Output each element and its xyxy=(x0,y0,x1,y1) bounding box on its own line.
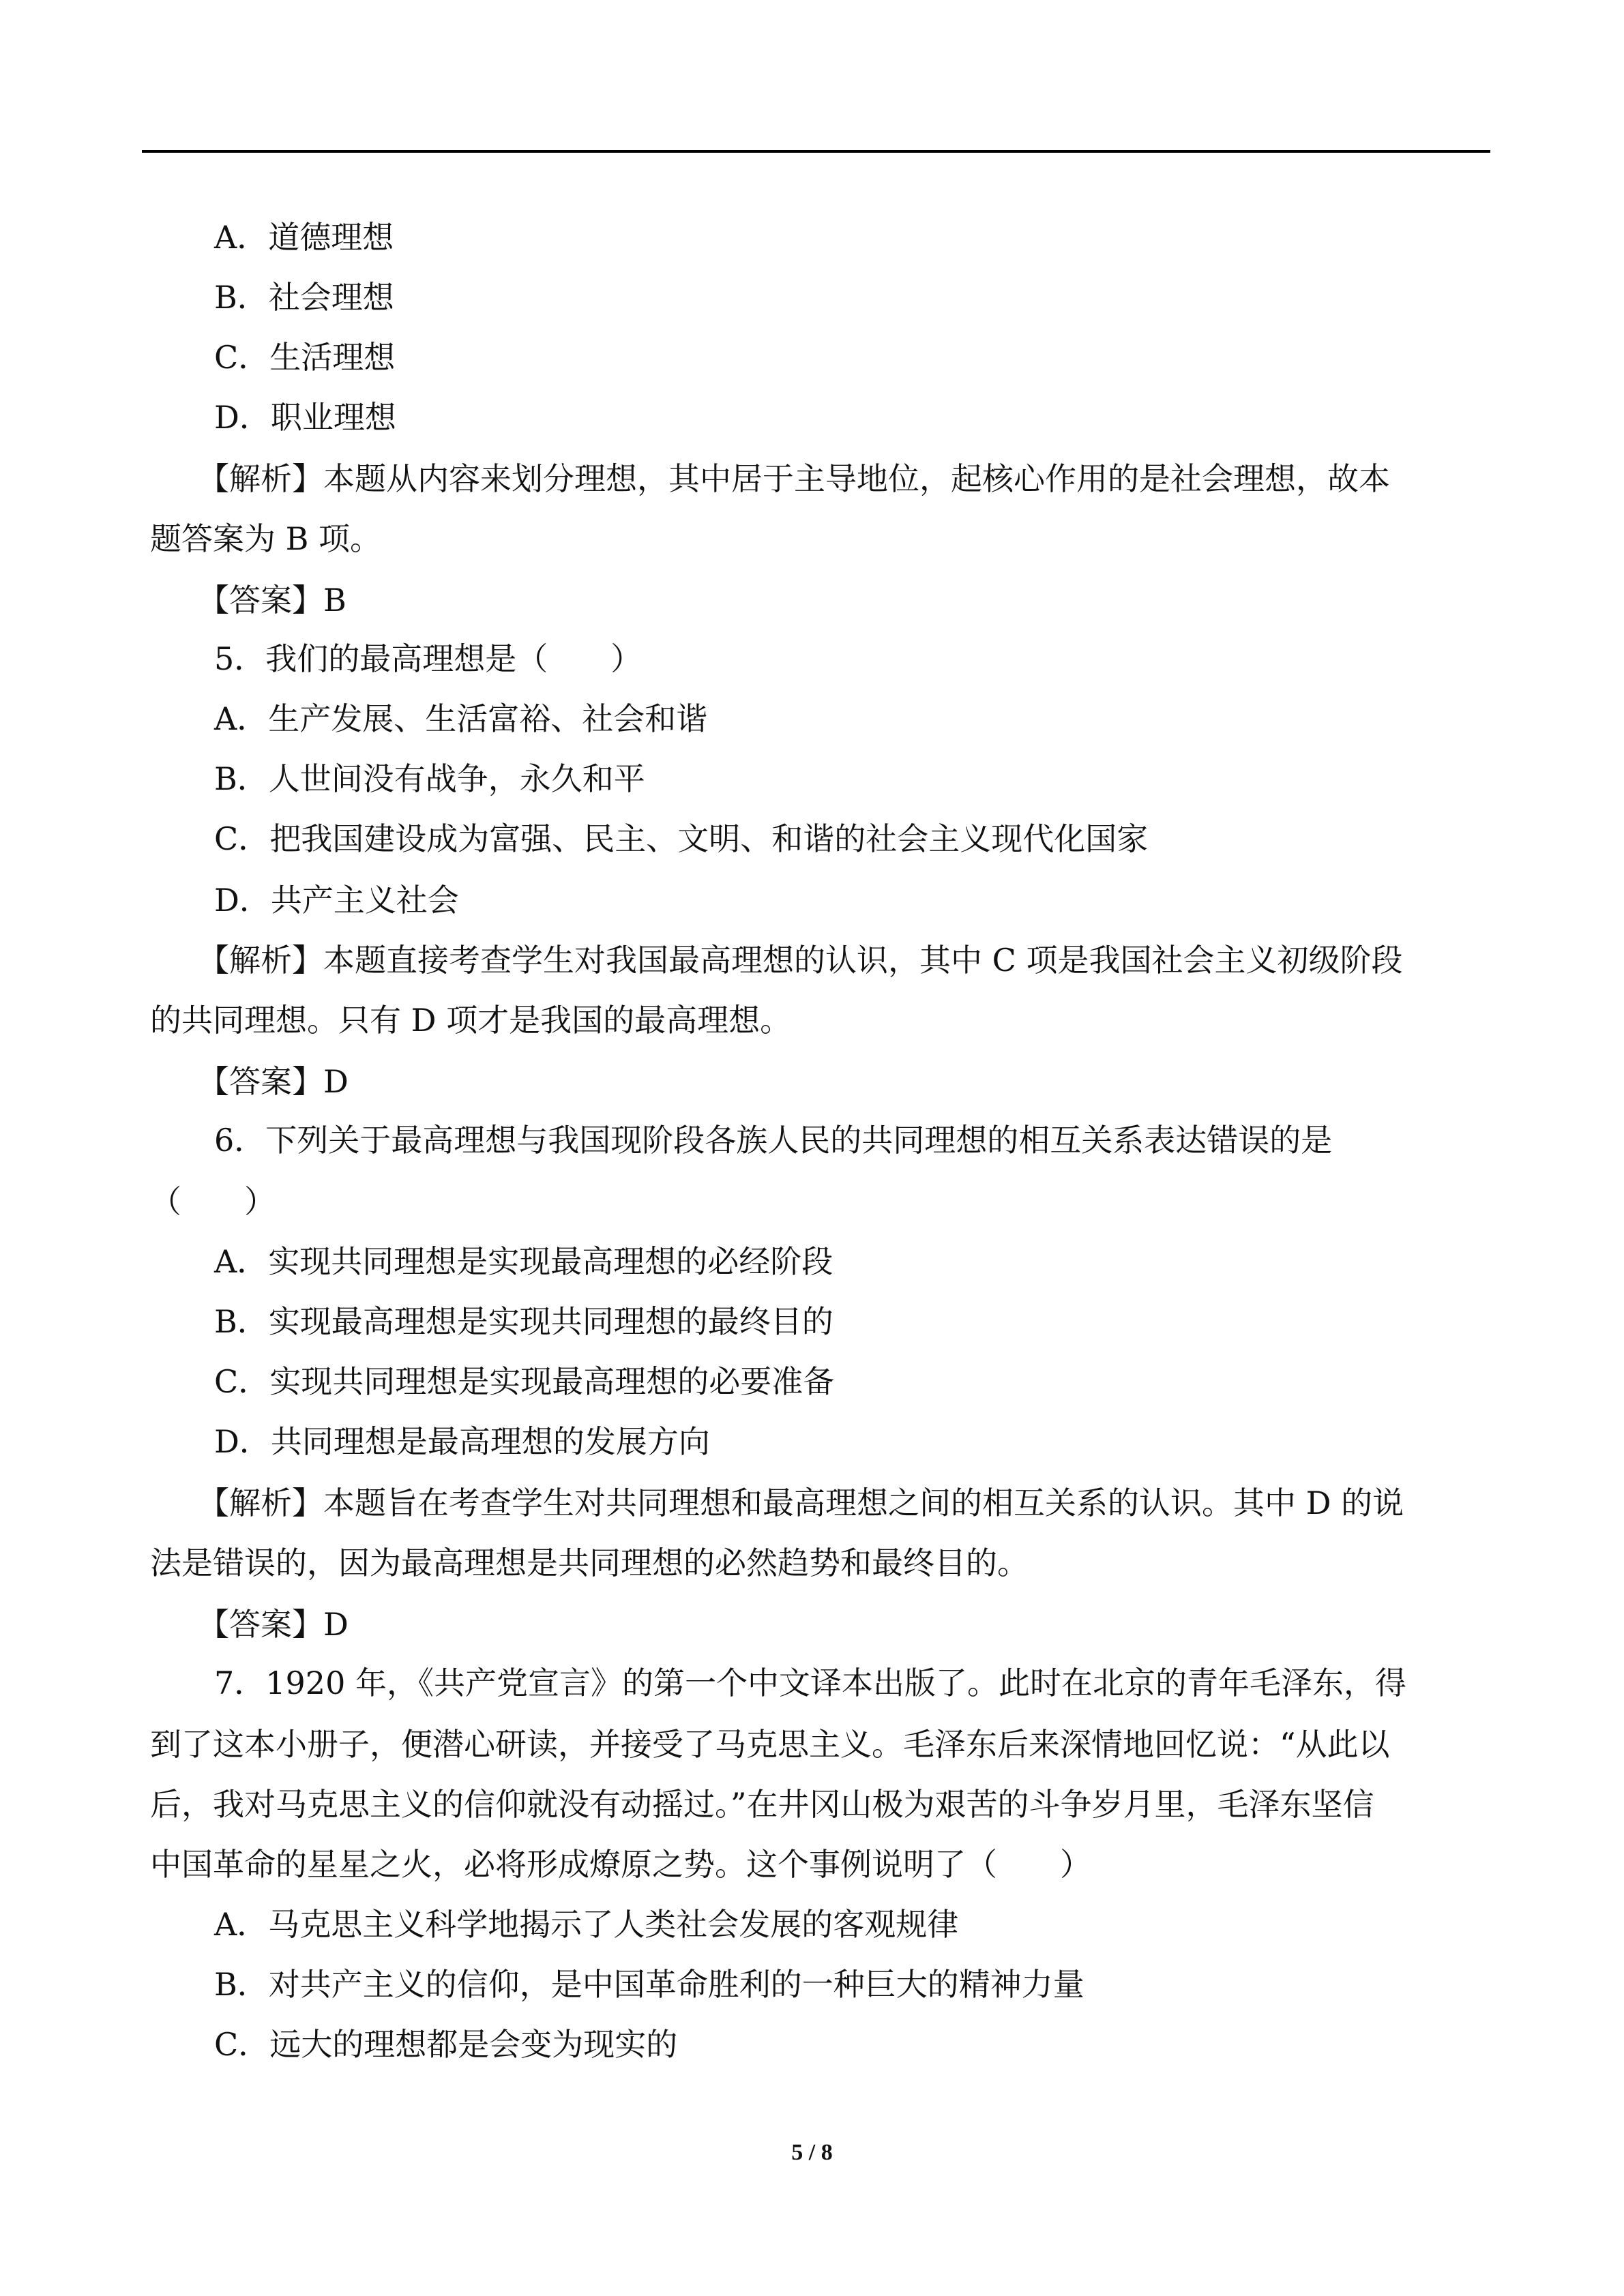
header-rule xyxy=(142,150,1490,153)
q7-option-b: B．对共产主义的信仰，是中国革命胜利的一种巨大的精神力量 xyxy=(214,1966,1084,2003)
q7-option-a: A．马克思主义科学地揭示了人类社会发展的客观规律 xyxy=(214,1906,959,1943)
q6-option-a: A．实现共同理想是实现最高理想的必经阶段 xyxy=(214,1243,833,1280)
q6-stem-line-2: （ ） xyxy=(150,1183,276,1220)
q5-stem: 5．我们的最高理想是（ ） xyxy=(214,640,643,677)
q6-answer: 【答案】D xyxy=(198,1606,349,1643)
page-number: 5 / 8 xyxy=(791,2140,833,2165)
q7-stem-line-3: 后，我对马克思主义的信仰就没有动摇过。”在井冈山极为艰苦的斗争岁月里，毛泽东坚信 xyxy=(150,1786,1374,1823)
q4-analysis-line-1: 【解析】本题从内容来划分理想，其中居于主导地位，起核心作用的是社会理想，故本 xyxy=(198,460,1390,497)
q7-stem-line-1: 7．1920 年，《共产党宣言》的第一个中文译本出版了。此时在北京的青年毛泽东，得 xyxy=(214,1665,1406,1701)
q6-option-c: C．实现共同理想是实现最高理想的必要准备 xyxy=(214,1363,835,1400)
q6-stem-line-1: 6．下列关于最高理想与我国现阶段各族人民的共同理想的相互关系表达错误的是 xyxy=(214,1122,1333,1159)
q7-stem-line-2: 到了这本小册子，便潜心研读，并接受了马克思主义。毛泽东后来深情地回忆说：“从此以 xyxy=(150,1726,1390,1763)
q4-option-a: A．道德理想 xyxy=(214,219,394,256)
q5-option-d: D．共产主义社会 xyxy=(214,882,459,919)
q4-option-c: C．生活理想 xyxy=(214,339,396,376)
q4-option-b: B．社会理想 xyxy=(214,279,394,316)
q6-option-b: B．实现最高理想是实现共同理想的最终目的 xyxy=(214,1303,833,1340)
q5-answer: 【答案】D xyxy=(198,1063,349,1100)
q4-analysis-line-2: 题答案为 B 项。 xyxy=(150,520,382,557)
q6-analysis-line-1: 【解析】本题旨在考查学生对共同理想和最高理想之间的相互关系的认识。其中 D 的说 xyxy=(198,1485,1404,1521)
q6-analysis-line-2: 法是错误的，因为最高理想是共同理想的必然趋势和最终目的。 xyxy=(150,1545,1029,1581)
q5-option-a: A．生产发展、生活富裕、社会和谐 xyxy=(214,700,708,737)
q5-analysis-line-2: 的共同理想。只有 D 项才是我国的最高理想。 xyxy=(150,1002,792,1039)
q7-stem-line-4: 中国革命的星星之火，必将形成燎原之势。这个事例说明了（ ） xyxy=(150,1846,1091,1883)
q4-answer: 【答案】B xyxy=(198,582,346,618)
q5-option-b: B．人世间没有战争，永久和平 xyxy=(214,760,645,797)
q7-option-c: C．远大的理想都是会变为现实的 xyxy=(214,2026,678,2063)
q4-option-d: D．职业理想 xyxy=(214,399,396,436)
q6-option-d: D．共同理想是最高理想的发展方向 xyxy=(214,1423,710,1460)
q5-option-c: C．把我国建设成为富强、民主、文明、和谐的社会主义现代化国家 xyxy=(214,820,1149,857)
q5-analysis-line-1: 【解析】本题直接考查学生对我国最高理想的认识，其中 C 项是我国社会主义初级阶段 xyxy=(198,942,1403,979)
